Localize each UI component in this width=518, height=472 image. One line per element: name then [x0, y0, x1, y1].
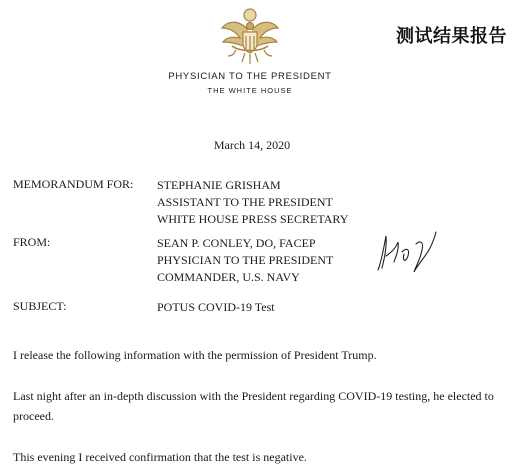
body-paragraph: Last night after an in-depth discussion with the President regarding COVID-19 testing, he elected to proceed. — [13, 389, 494, 423]
memorandum-for-label: MEMORANDUM FOR: — [13, 177, 134, 191]
from-sender — [157, 235, 333, 286]
sender-line: COMMANDER, U.S. NAVY — [157, 270, 300, 284]
body-paragraph: This evening I received confirmation that the test is negative. — [13, 450, 307, 464]
document-title-overlay: 测试结果报告 — [396, 26, 507, 47]
subject-label: SUBJECT: — [13, 299, 67, 313]
body-paragraph: I release the following information with the permission of President Trump. — [13, 348, 377, 362]
letterhead-office: PHYSICIAN TO THE PRESIDENT — [168, 71, 332, 82]
memorandum-for-recipient — [157, 177, 348, 228]
eagle-seal-icon — [218, 6, 282, 68]
sender-line: SEAN P. CONLEY, DO, FACEP — [157, 236, 316, 250]
memo-date: March 14, 2020 — [213, 138, 291, 152]
recipient-line: WHITE HOUSE PRESS SECRETARY — [157, 212, 349, 226]
from-label: FROM: — [13, 235, 51, 249]
recipient-line: ASSISTANT TO THE PRESIDENT — [157, 195, 333, 209]
subject-value: POTUS COVID-19 Test — [157, 300, 275, 314]
recipient-line: STEPHANIE GRISHAM — [157, 178, 281, 192]
handwritten-signature — [372, 226, 452, 276]
sender-line: PHYSICIAN TO THE PRESIDENT — [157, 253, 334, 267]
letterhead-institution: THE WHITE HOUSE — [207, 86, 293, 95]
